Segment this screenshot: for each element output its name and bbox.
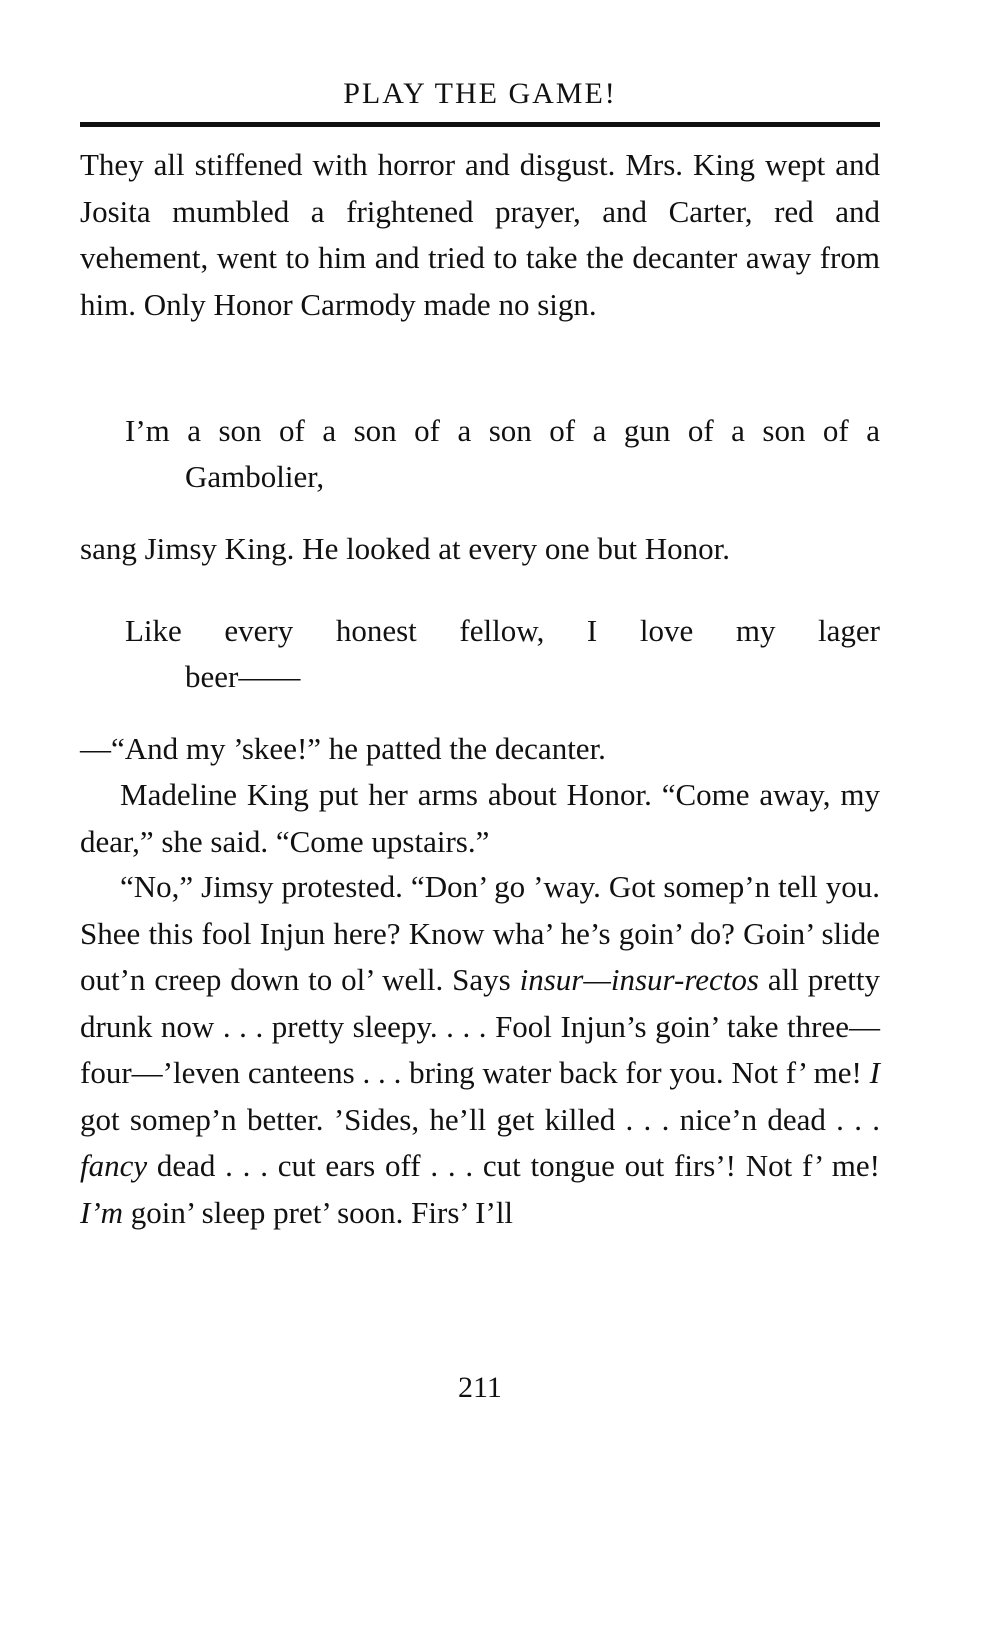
paragraph-5-text-a: “No,” Jimsy protested. “Don’ go ’way. Got somep’n tell you. Shee this fool Injun here? Know wha’ he’s goin’ do? Goin’ slide out’n creep down to ol’ well. Says [80,869,880,997]
verse-2-line-1: Like every honest fellow, I love my lager [125,613,880,648]
verse-1-line-1: I’m a son of a son of a son of a gun of a son of a [125,413,880,448]
paragraph-5-text-b: all pretty drunk now . . . pretty sleepy. . . . Fool Injun’s goin’ take three—four—’leven canteens . . . bring water back for you. Not f’ me! [80,962,881,1090]
running-head: PLAY THE GAME! [343,77,617,110]
verse-2-line-2: beer—— [185,659,301,694]
paragraph-5-text-d: dead . . . cut ears off . . . cut tongue out firs’! Not f’ me! [147,1148,880,1183]
paragraph-5-italic-2: I [869,1055,880,1090]
paragraph-5-italic-3: fancy [80,1148,148,1183]
page-number: 211 [458,1371,502,1404]
paragraph-3: —“And my ’skee!” he patted the decanter. [80,731,606,766]
paragraph-5-text-c: got somep’n better. ’Sides, he’ll get killed . . . nice’n dead . . . [80,1101,880,1137]
paragraph-2: sang Jimsy King. He looked at every one but Honor. [80,531,731,566]
paragraph-5-italic-4: I’m [80,1194,124,1230]
paragraph-5-italic-1: insur—insur-rectos [519,962,759,997]
verse-1-line-2: Gambolier, [185,459,325,494]
verse-2 [125,608,880,700]
paragraph-4: Madeline King put her arms about Honor. “Come away, my dear,” she said. “Come upstairs.” [80,777,880,859]
paragraph-5-text-e: goin’ sleep pret’ soon. Firs’ I’ll [123,1194,514,1230]
paragraph-1: They all stiffened with horror and disgust. Mrs. King wept and Josita mumbled a frightened prayer, and Carter, red and vehement, went to him and tried to take the decanter away from him. Only Honor Carmody made no sign. [80,147,880,322]
book-page [80,0,880,1630]
paragraph-5 [80,864,880,1236]
verse-1 [125,408,880,500]
header-rule [80,122,880,127]
